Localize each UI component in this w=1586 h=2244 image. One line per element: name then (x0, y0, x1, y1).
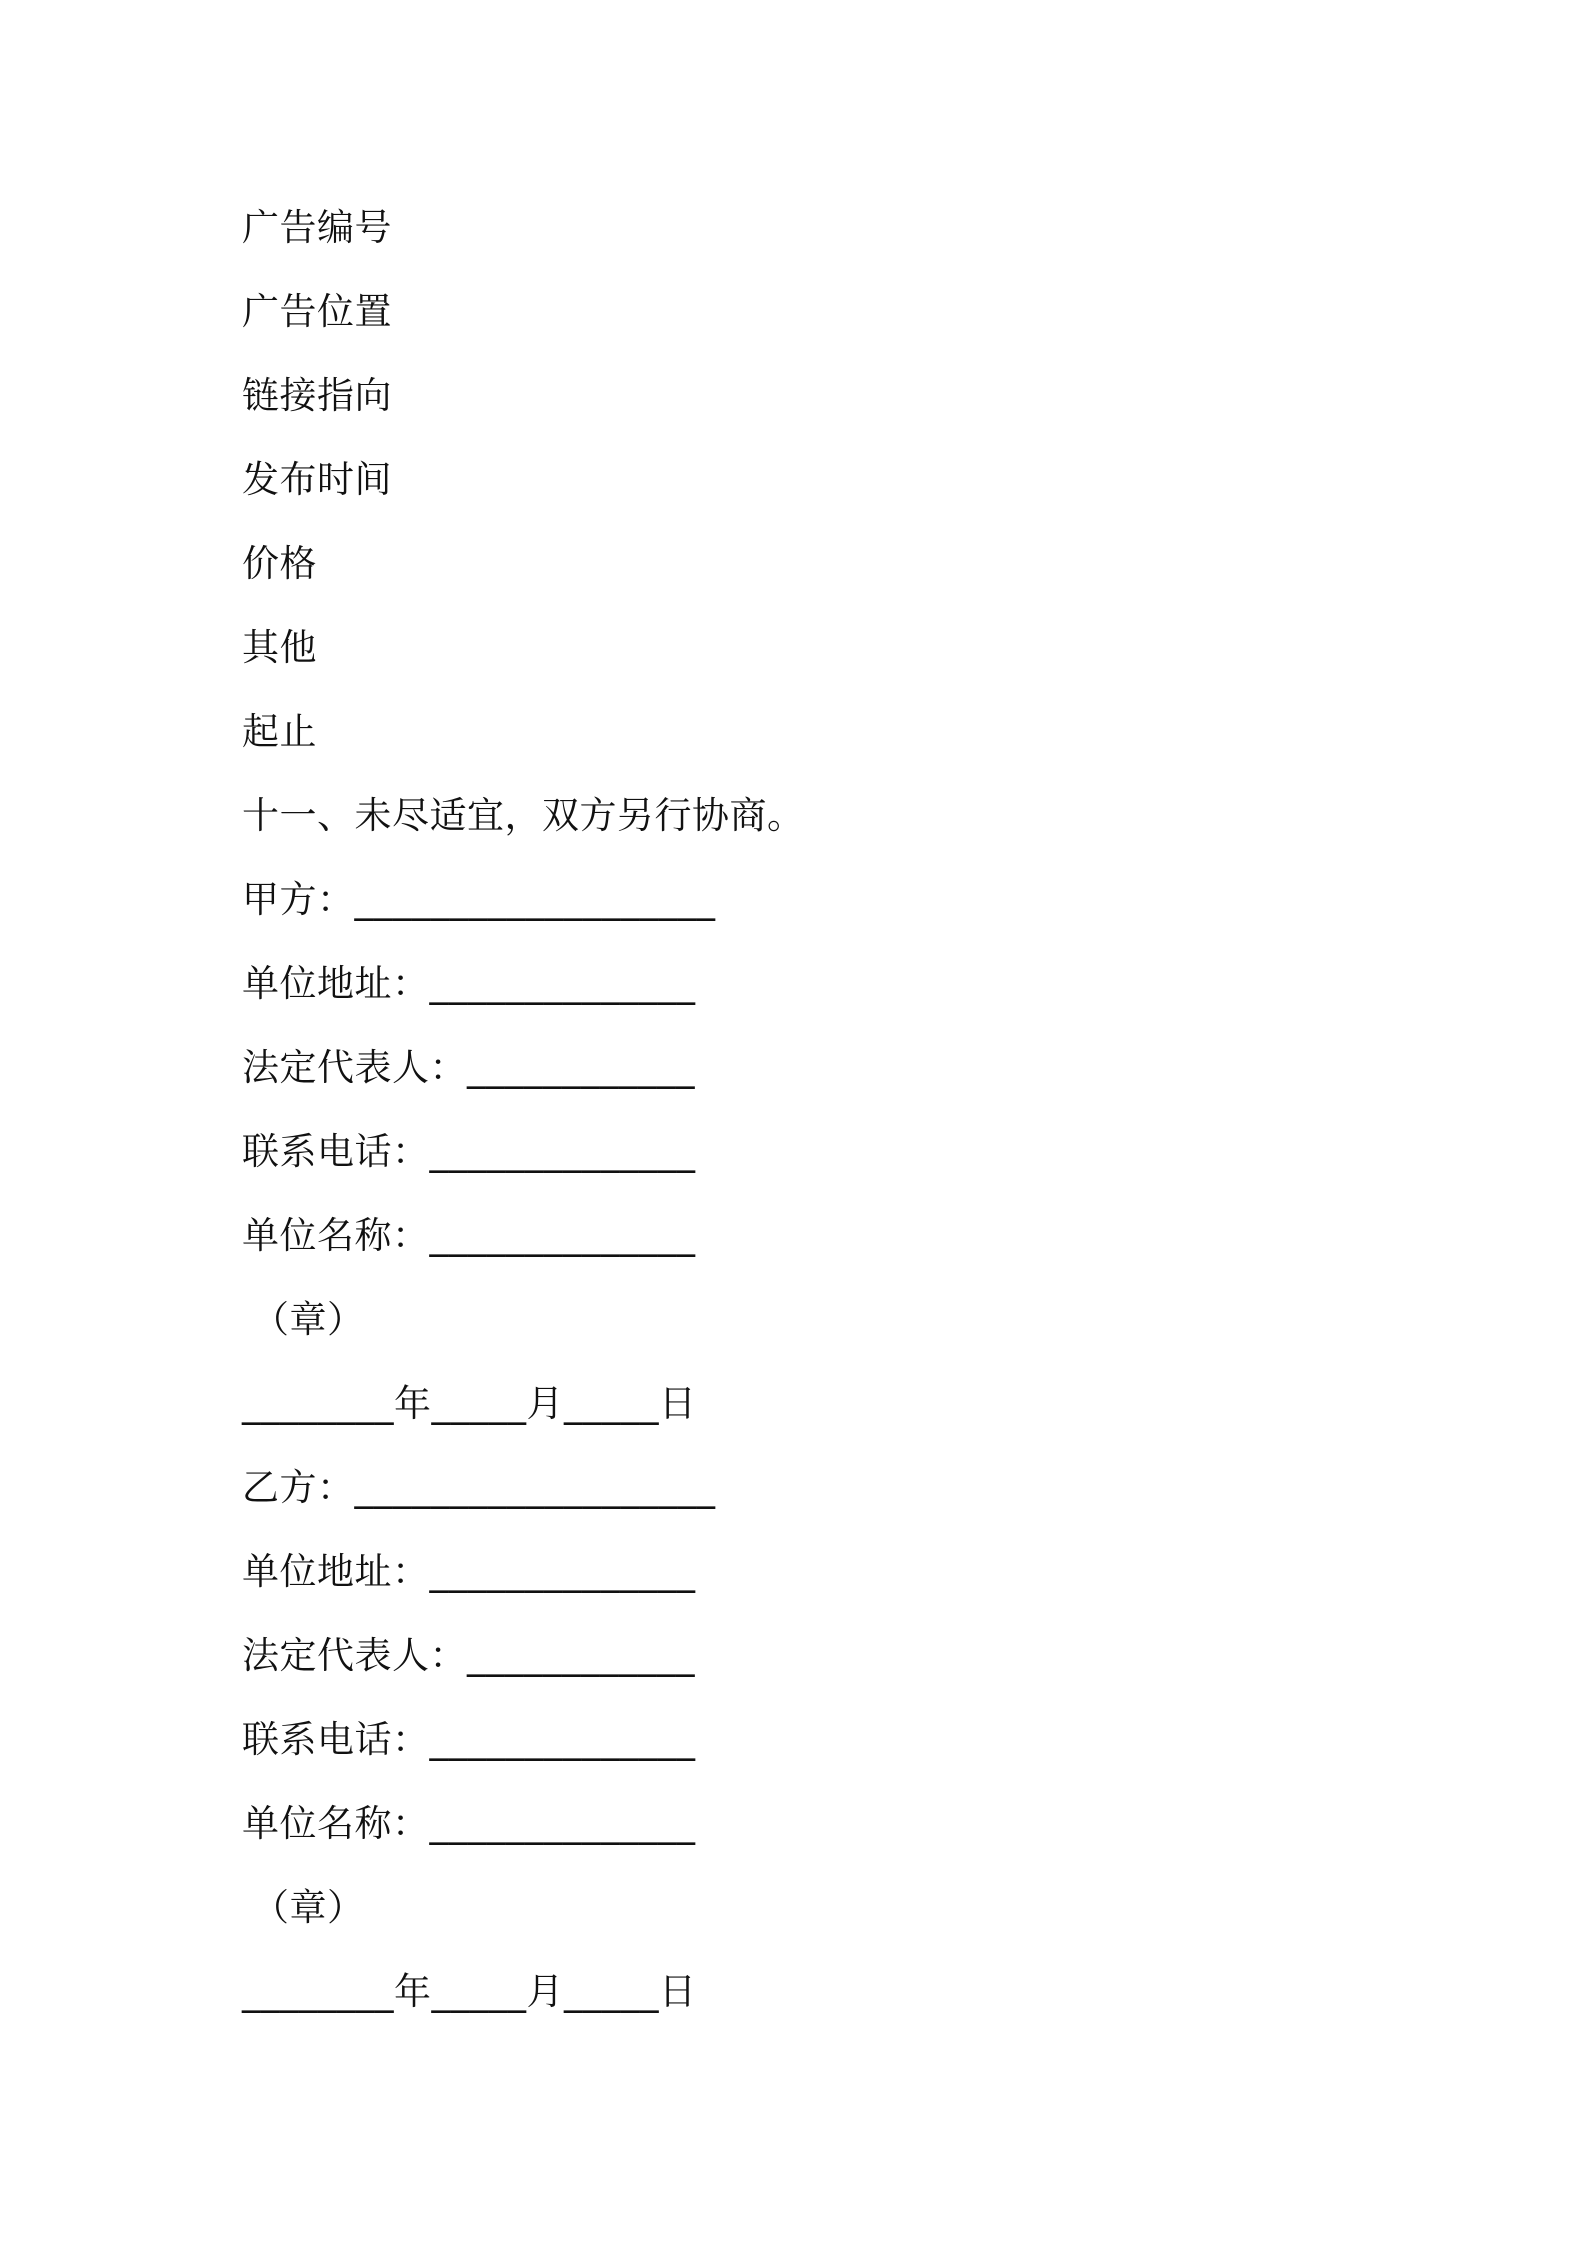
party-a-date: ________年_____月_____日 (242, 1382, 697, 1425)
other-label: 其他 (242, 626, 317, 669)
party-a-address: 单位地址：______________ (242, 962, 696, 1005)
start-end-label: 起止 (242, 710, 317, 753)
party-b-phone: 联系电话：______________ (242, 1718, 696, 1761)
publish-time-label: 发布时间 (242, 458, 392, 501)
clause-11: 十一、未尽适宜，双方另行协商。 (242, 794, 805, 837)
price-label: 价格 (242, 542, 317, 585)
party-b-date: ________年_____月_____日 (242, 1970, 697, 2013)
party-a-name: 单位名称：______________ (242, 1214, 696, 1257)
party-b-name: 单位名称：______________ (242, 1802, 696, 1845)
party-a-seal: （章） (252, 1298, 365, 1341)
party-b-seal: （章） (252, 1886, 365, 1929)
party-b-line: 乙方：___________________ (242, 1466, 716, 1509)
party-a-phone: 联系电话：______________ (242, 1130, 696, 1173)
party-a-line: 甲方：___________________ (242, 878, 716, 921)
ad-position-label: 广告位置 (242, 290, 392, 333)
link-target-label: 链接指向 (242, 374, 392, 417)
party-a-legal-rep: 法定代表人：____________ (242, 1046, 695, 1089)
party-b-legal-rep: 法定代表人：____________ (242, 1634, 695, 1677)
ad-number-label: 广告编号 (242, 206, 392, 249)
party-b-address: 单位地址：______________ (242, 1550, 696, 1593)
